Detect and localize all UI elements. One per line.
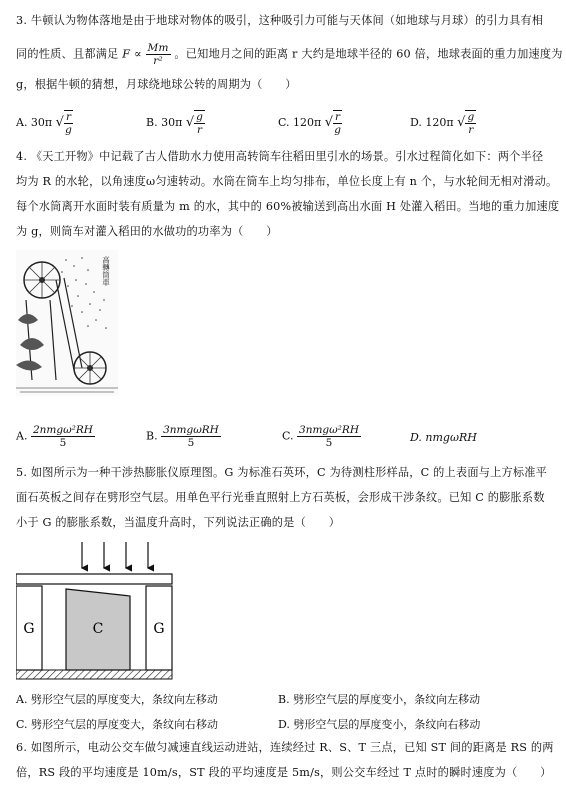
label-c: C [92,621,104,637]
q5-option-c[interactable]: C. 劈形空气层的厚度变大，条纹向右移动 [16,718,219,731]
q5-option-d[interactable]: D. 劈形空气层的厚度变小，条纹向右移动 [278,718,481,731]
q3-option-d[interactable]: D. 120π √ $\frac{g}{r}$ [410,111,475,136]
q4-line-3: 每个水筒离开水面时装有质量为 m 的水，其中的 60%被输送到高出水面 H 处灌入稻田。当地的重力加速度 [16,200,560,213]
water-wheel-illustration [16,250,118,396]
q5-option-a[interactable]: A. 劈形空气层的厚度变大，条纹向左移动 [16,693,218,706]
q5-option-b[interactable]: B. 劈形空气层的厚度变小，条纹向左移动 [278,693,481,706]
q3-formula-num: Mm [147,42,169,54]
q3-formula-f: F ∝ [122,47,142,61]
q5-line-2: 面石英板之间存在劈形空气层。用单色平行光垂直照射上方石英板，会形成干涉条纹。已知 C 的膨胀系数 [16,491,545,504]
q3-line-1: 3. 牛顿认为物体落地是由于地球对物体的吸引，这种吸引力可能与天体间（如地球与月球）的引力具有相 [16,14,544,27]
dilatometer-diagram [16,540,174,680]
q3-line-3: g，根据牛顿的猜想，月球绕地球公转的周期为（ ） [16,78,297,91]
q4-line-2: 均为 R 的水轮，以角速度ω匀速转动。水筒在筒车上均匀排布，单位长度上有 n 个，与水轮间无相对滑动。 [16,175,558,188]
q3-line-2 [16,42,563,67]
q4-option-a[interactable]: A. $\frac{\text{2nmgω²RH}}{5}$ [16,424,93,449]
q3-formula-den: r² [153,55,163,67]
q5-line-1: 5. 如图所示为一种干涉热膨胀仪原理图。G 为标准石英环，C 为待测柱形样品，C 的上表面与上方标准平 [16,466,548,479]
q6-line-2: 倍，RS 段的平均速度是 10m/s，ST 段的平均速度是 5m/s，则公交车经过 T 点时的瞬时速度为（ ） [16,766,552,779]
q4-line-4: 为 g，则筒车对灌入稻田的水做功的功率为（ ） [16,225,278,238]
q4-option-d[interactable]: D. nmgωRH [410,431,477,444]
q3-line-2-end: 。已知地月之间的距离 r 大约是地球半径的 60 倍，地球表面的重力加速度为 [174,47,563,61]
q6-line-1: 6. 如图所示，电动公交车做匀减速直线运动进站，连续经过 R、S、T 三点，已知 ST 间的距离是 RS 的两 [16,741,554,754]
label-g-left: G [23,621,35,637]
q3-line-2-start: 同的性质、且都满足 [16,47,119,61]
q5-line-3: 小于 G 的膨胀系数，当温度升高时，下列说法正确的是（ ） [16,516,341,529]
q3-option-b[interactable]: B. 30π √ $\frac{g}{r}$ [146,111,203,136]
q4-option-c[interactable]: C. $\frac{\text{3nmgω²RH}}{5}$ [282,424,359,449]
illustration-caption: 高轉筒車 [101,256,111,286]
light-arrows [82,542,148,568]
q4-option-b[interactable]: B. $\frac{\text{3nmgωRH}}{5}$ [146,424,219,449]
q3-option-a[interactable]: A. 30π √ $\frac{r}{g}$ [16,111,72,136]
label-g-right: G [153,621,165,637]
q4-line-1: 4. 《天工开物》中记载了古人借助水力使用高转筒车往稻田里引水的场景。引水过程简化如下：两个半径 [16,150,544,163]
q3-formula-fraction [146,42,171,67]
q3-option-c[interactable]: C. 120π √ $\frac{r}{g}$ [278,111,341,136]
